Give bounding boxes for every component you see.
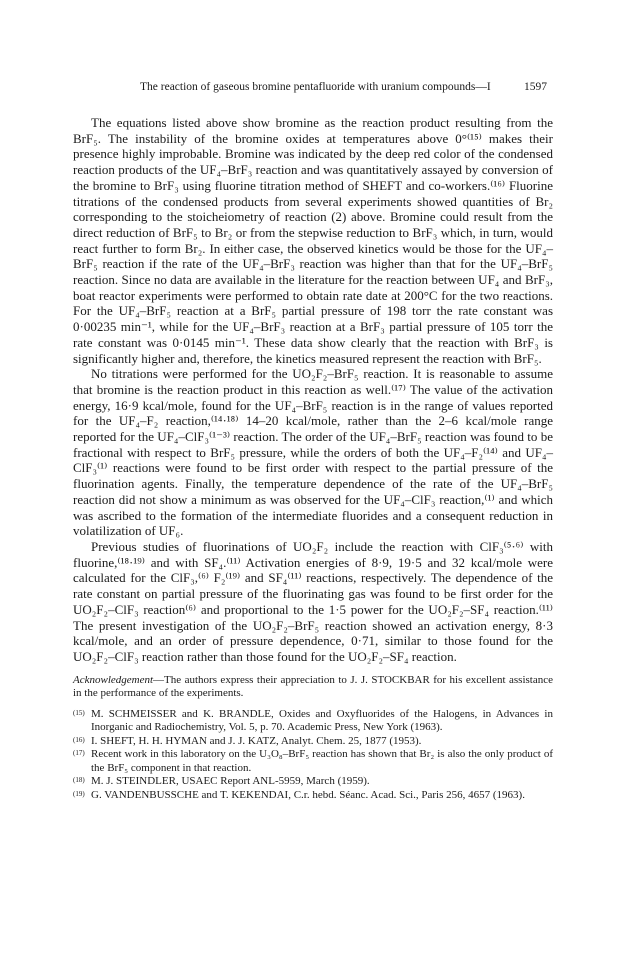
page-number: 1597 [524,81,547,93]
reference-item [73,708,553,735]
reference-text: M. SCHMEISSER and K. BRANDLE, Oxides and Oxyfluorides of the Halogens, in Advances in Inorganic and Radiochemistry, Vol. 5, p. 70. Academic Press, New York (1963). [91,707,553,734]
reference-text: G. VANDENBUSSCHE and T. KEKENDAI, C.r. hebd. Séanc. Acad. Sci., Paris 256, 4657 (1963). [91,788,525,801]
reference-item [73,789,553,803]
reference-item [73,775,553,789]
reference-text: Recent work in this laboratory on the U₃O₈–BrF₅ reaction has shown that Br₂ is also the only product of the BrF₅ component in that reaction. [91,748,553,774]
reference-item [73,748,553,775]
reference-number: (15) [73,708,85,717]
reference-text: I. SHEFT, H. H. HYMAN and J. J. KATZ, Analyt. Chem. 25, 1877 (1953). [91,734,422,747]
reference-number: (19) [73,789,85,798]
reference-number: (18) [73,776,85,785]
page-header [0,81,624,97]
reference-number: (16) [73,735,85,744]
reference-item [73,735,553,749]
running-title: The reaction of gaseous bromine pentafluoride with uranium compounds—I [140,81,491,93]
reference-list [73,708,553,803]
body-paragraph: Previous studies of fluorinations of UO₂F₂ include the reaction with ClF₃⁽⁵·⁶⁾ with fluorine,⁽¹⁸·¹⁹⁾ and with SF₄.⁽¹¹⁾ Activation energies of 8·9, 19·5 and 32 kcal/mole were calculated for the ClF₃,⁽⁶⁾ F₂⁽¹⁹⁾ and SF₄⁽¹¹⁾ reactions, respectively. The dependence of the rate constant on partial pressure of the fluorinating gas was found to be first order for the UO₂F₂–ClF₃ reaction⁽⁶⁾ and proportional to the 1·5 power for the UO₂F₂–SF₄ reaction.⁽¹¹⁾ The present investigation of the UO₂F₂–BrF₅ reaction showed an activation energy, 8·3 kcal/mole, and an order of pressure dependence, 0·71, similar to those found for the UO₂F₂–ClF₃ reaction rather than those found for the UO₂F₂–SF₄ reaction. [73,538,553,664]
body-paragraph: No titrations were performed for the UO₂F₂–BrF₅ reaction. It is reasonable to assume that bromine is the reaction product in this reaction as well.⁽¹⁷⁾ The value of the activation energy, 16·9 kcal/mole, found for the UF₄–BrF₅ reaction is in the range of values reported for the UF₄–F₂ reaction,⁽¹⁴·¹⁸⁾ 14–20 kcal/mole, rather than the 2–6 kcal/mole range reported for the UF₄–ClF₃⁽¹⁻³⁾ reaction. The order of the UF₄–BrF₅ reaction was found to be fractional with respect to BrF₅ pressure, while the orders of both the UF₄–F₂⁽¹⁴⁾ and UF₄–ClF₃⁽¹⁾ reactions were found to be first order with respect to the partial pressure of the fluorination agents. Finally, the temperature dependence of the rate of the UF₄–BrF₅ reaction did not show a minimum as was observed for the UF₄–ClF₃ reaction,⁽¹⁾ and which was ascribed to the formation of the intermediate fluorides and a consequent reduction in volatilization of UF₆. [73,366,553,539]
reference-text: M. J. STEINDLER, USAEC Report ANL-5959, March (1959). [91,775,370,788]
article-body [73,115,553,802]
acknowledgement-heading: Acknowledgement [73,673,154,686]
reference-number: (17) [73,749,85,758]
body-paragraph: The equations listed above show bromine as the reaction product resulting from the BrF₅. The instability of the bromine oxides at temperatures above 0°⁽¹⁵⁾ makes their presence highly improbable. Bromine was indicated by the deep red color of the condensed reaction products of the UF₄–BrF₃ reaction and was quantitatively assayed by conversion of the bromine to BrF₃ using fluorine titration method of SHEFT and co-workers.⁽¹⁶⁾ Fluorine titrations of the condensed products from several experiments showed quantities of Br₂ corresponding to the stoicheiometry of reaction (2) above. Bromine could result from the direct reduction of BrF₅ to Br₂ or from the stepwise reduction to BrF₃ which, in turn, would react further to form Br₂. In either case, the observed kinetics would be those for the UF₄–BrF₅ reaction if the rate of the UF₄–BrF₃ reaction was higher than that for the UF₄–BrF₅ reaction. Since no data are available in the literature for the reaction between UF₄ and BrF₃, boat reactor experiments were performed to obtain rate date at 200°C for the two reactions. For the UF₄–BrF₅ reaction at a BrF₅ partial pressure of 198 torr the rate constant was 0·00235 min⁻¹, while for the UF₄–BrF₃ reaction at a BrF₃ partial pressure of 105 torr the rate constant was 0·0145 min⁻¹. These data show clearly that the reaction with BrF₃ is significantly higher and, therefore, the kinetics measured represent the reaction with BrF₅. [73,115,553,366]
acknowledgement-text: —The authors express their appreciation to J. J. STOCKBAR for his excellent assistance in the performance of the experiments. [73,673,553,700]
acknowledgement [73,674,553,701]
